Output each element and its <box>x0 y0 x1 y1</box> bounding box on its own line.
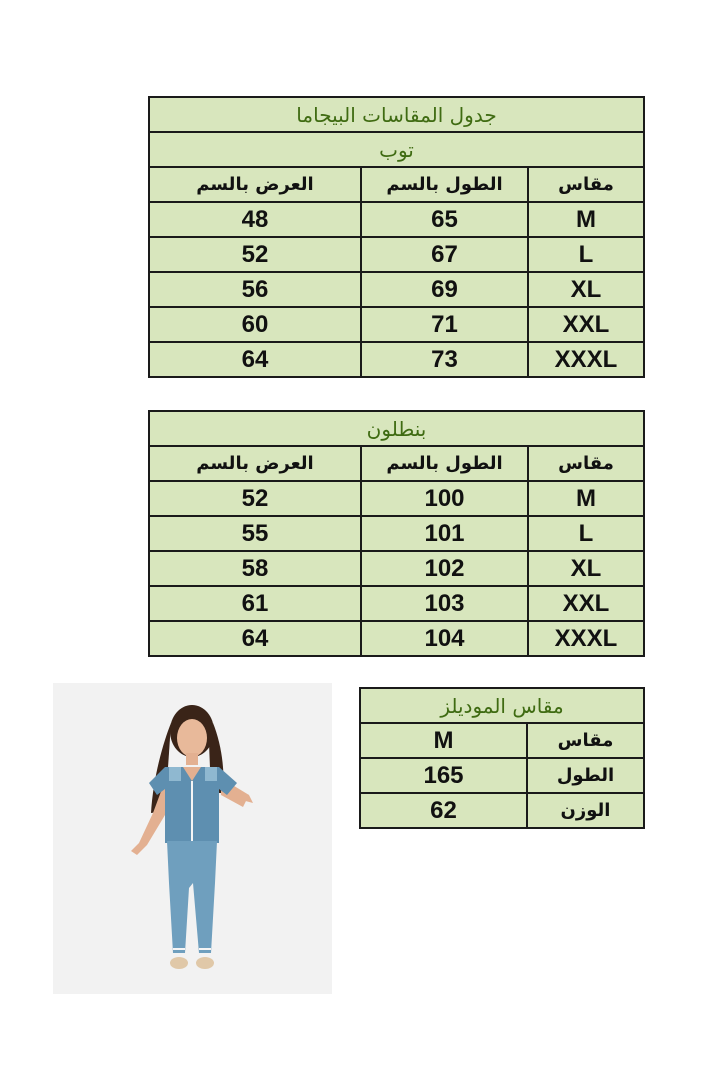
table-row <box>149 272 644 307</box>
table-row <box>360 758 644 793</box>
width-header: العرض بالسم <box>149 446 361 481</box>
model-photo <box>53 683 332 994</box>
size-value: XL <box>528 272 644 307</box>
table-row <box>149 621 644 656</box>
table-row <box>149 551 644 586</box>
size-value: M <box>528 481 644 516</box>
width-value: 64 <box>149 621 361 656</box>
table-row <box>149 481 644 516</box>
table-row <box>149 586 644 621</box>
model-illustration <box>53 683 332 994</box>
length-value: 71 <box>361 307 528 342</box>
width-value: 64 <box>149 342 361 377</box>
width-value: 48 <box>149 202 361 237</box>
width-header: العرض بالسم <box>149 167 361 202</box>
length-value: 104 <box>361 621 528 656</box>
table-row <box>149 202 644 237</box>
size-value: XL <box>528 551 644 586</box>
length-value: 103 <box>361 586 528 621</box>
size-value: XXL <box>528 307 644 342</box>
width-value: 55 <box>149 516 361 551</box>
length-header: الطول بالسم <box>361 167 528 202</box>
length-value: 69 <box>361 272 528 307</box>
width-value: 60 <box>149 307 361 342</box>
table-row <box>149 237 644 272</box>
width-value: 52 <box>149 481 361 516</box>
size-header: مقاس <box>528 446 644 481</box>
table-row <box>360 723 644 758</box>
table-row <box>149 516 644 551</box>
pants-section-title: بنطلون <box>149 411 644 446</box>
length-value: 101 <box>361 516 528 551</box>
pajama-table-title: جدول المقاسات البيجاما <box>149 97 644 132</box>
size-header: مقاس <box>528 167 644 202</box>
length-value: 65 <box>361 202 528 237</box>
width-value: 56 <box>149 272 361 307</box>
model-label: الوزن <box>527 793 644 828</box>
top-section-title: توب <box>149 132 644 167</box>
model-table-title: مقاس الموديلز <box>360 688 644 723</box>
size-value: XXL <box>528 586 644 621</box>
size-value: XXXL <box>528 621 644 656</box>
model-size-table <box>359 687 645 829</box>
model-value: 165 <box>360 758 527 793</box>
table-row <box>149 307 644 342</box>
width-value: 52 <box>149 237 361 272</box>
table-row <box>360 793 644 828</box>
width-value: 58 <box>149 551 361 586</box>
length-value: 102 <box>361 551 528 586</box>
size-value: M <box>528 202 644 237</box>
length-value: 73 <box>361 342 528 377</box>
size-value: L <box>528 237 644 272</box>
model-value: M <box>360 723 527 758</box>
length-value: 100 <box>361 481 528 516</box>
length-header: الطول بالسم <box>361 446 528 481</box>
model-label: مقاس <box>527 723 644 758</box>
size-value: XXXL <box>528 342 644 377</box>
table-row <box>149 342 644 377</box>
pajama-size-table <box>148 96 645 378</box>
width-value: 61 <box>149 586 361 621</box>
model-value: 62 <box>360 793 527 828</box>
length-value: 67 <box>361 237 528 272</box>
size-value: L <box>528 516 644 551</box>
pants-size-table <box>148 410 645 657</box>
model-label: الطول <box>527 758 644 793</box>
